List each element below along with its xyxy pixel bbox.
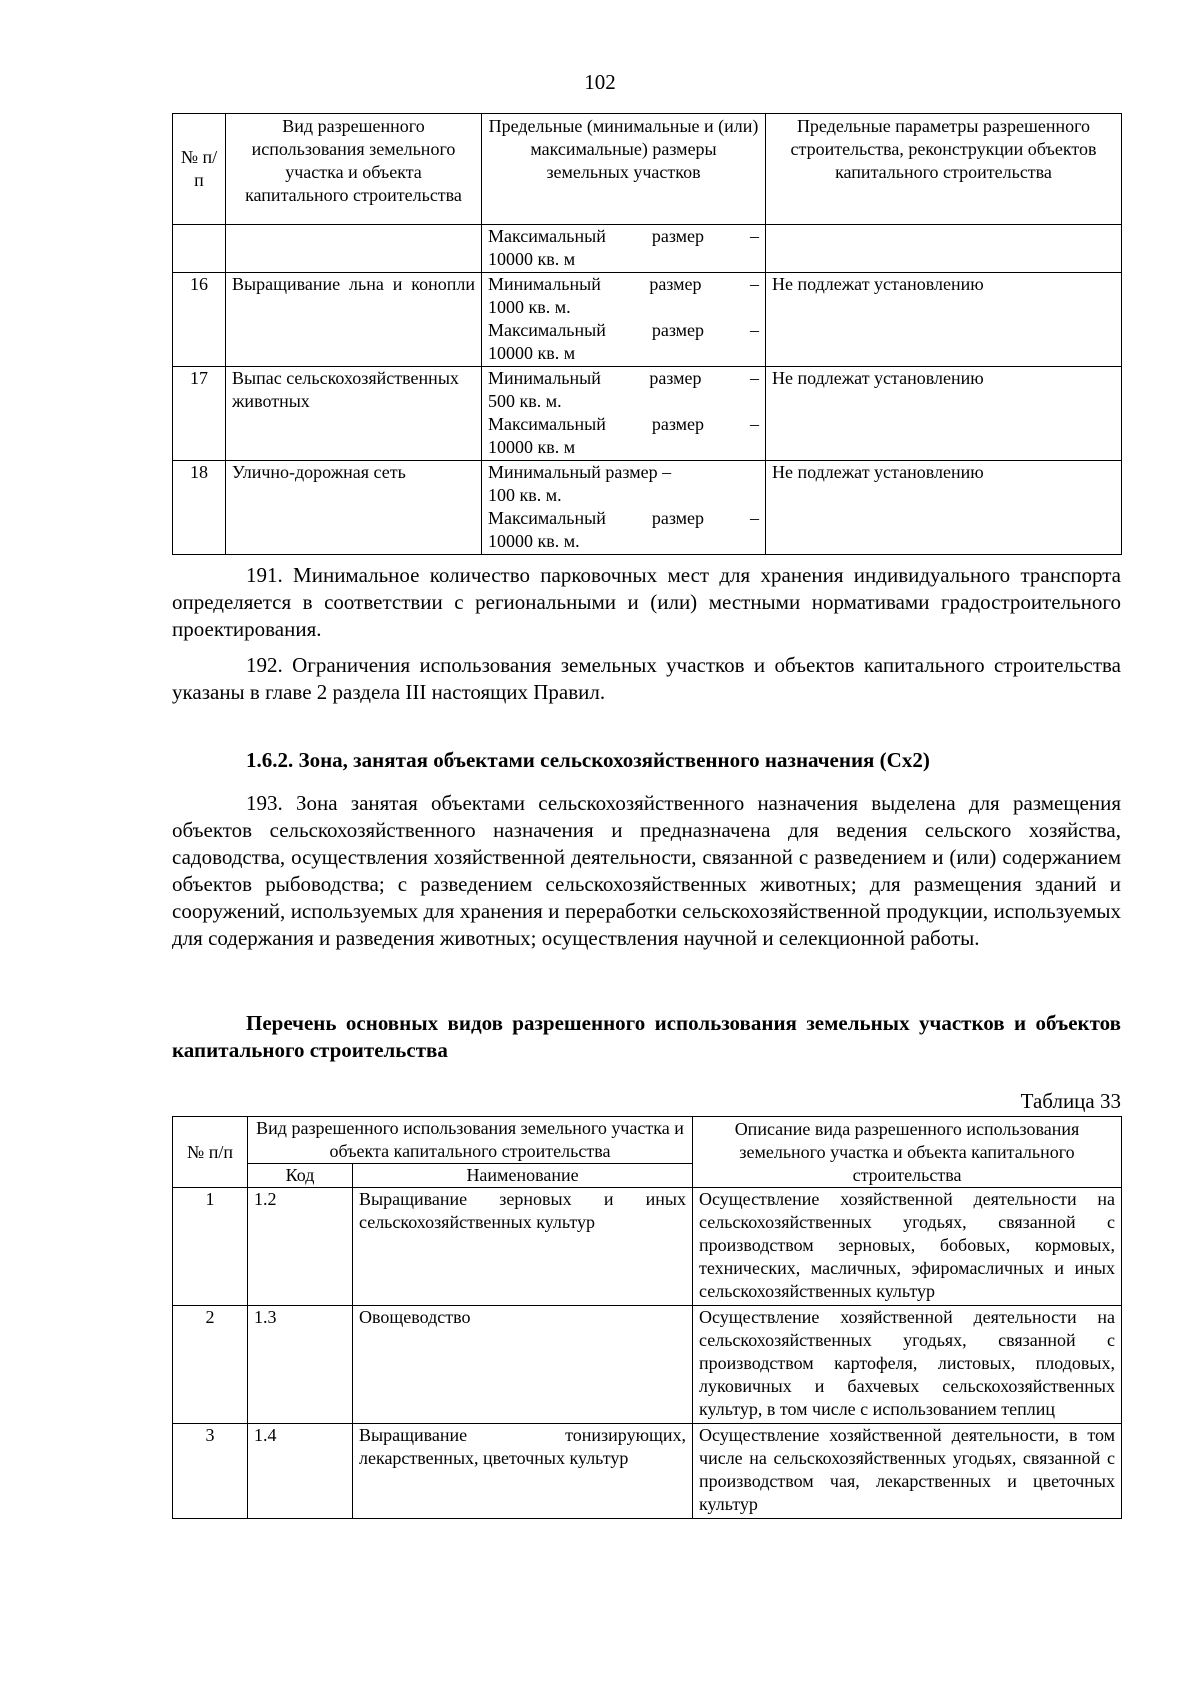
list-heading bbox=[172, 1010, 1121, 1064]
header-number: № п/п bbox=[173, 1117, 248, 1188]
row-description: Осуществление хозяйственной деятельности, в том числе на сельскохозяйственных угодьях, связанной с производством чая, лекарственных и цветочных культур bbox=[693, 1424, 1122, 1519]
row-name: Овощеводство bbox=[353, 1306, 693, 1424]
size-line: Максимальный размер – bbox=[488, 320, 759, 340]
row-number: 17 bbox=[173, 367, 226, 461]
header-description: Описание вида разрешенного использования земельного участка и объекта капитального строительства bbox=[693, 1117, 1122, 1188]
row-name: Выращивание тонизирующих, лекарственных, цветочных культур bbox=[353, 1424, 693, 1519]
table-row bbox=[173, 1306, 1122, 1424]
size-line: Минимальный размер – bbox=[488, 274, 759, 294]
header-plot-sizes: Предельные (минимальные и (или) максимальные) размеры земельных участков bbox=[482, 114, 766, 225]
paragraph-text: 192. Ограничения использования земельных участков и объектов капитального строительства указаны в главе 2 раздела III настоящих Правил. bbox=[172, 653, 1121, 704]
row-plot-sizes bbox=[482, 273, 766, 367]
size-value: 500 кв. м. bbox=[488, 391, 562, 411]
size-value: 10000 кв. м. bbox=[488, 531, 580, 551]
row-construction-params: Не подлежат установлению bbox=[766, 367, 1122, 461]
usage-type-text: Выращивание льна и конопли bbox=[232, 274, 475, 294]
header-number: № п/п bbox=[173, 114, 226, 225]
row-plot-sizes bbox=[482, 367, 766, 461]
row-plot-sizes bbox=[482, 461, 766, 555]
row-description: Осуществление хозяйственной деятельности на сельскохозяйственных угодьях, связанной с производством картофеля, листовых, плодовых, луковичных и бахчевых сельскохозяйственных культур, в том числе с использованием теплиц bbox=[693, 1306, 1122, 1424]
table-row bbox=[173, 461, 1122, 555]
size-line: Максимальный размер – bbox=[488, 508, 759, 528]
table-row bbox=[173, 273, 1122, 367]
row-number: 16 bbox=[173, 273, 226, 367]
row-description: Осуществление хозяйственной деятельности на сельскохозяйственных угодьях, связанной с производством зерновых, бобовых, кормовых, технических, масличных, эфиромасличных и иных сельскохозяйственных культур bbox=[693, 1188, 1122, 1306]
land-parameters-table bbox=[172, 113, 1122, 555]
size-value: 10000 кв. м bbox=[488, 343, 576, 363]
size-line: Максимальный размер – bbox=[488, 226, 759, 246]
paragraph-text: 193. Зона занятая объектами сельскохозяйственного назначения выделена для размещения объектов сельскохозяйственного назначения и предназначена для ведения сельского хозяйства, садоводства, осуществления хозяйственной деятельности, связанной с разведением и (или) содержанием объектов рыбоводства; с разведением сельскохозяйственных животных; для размещения зданий и сооружений, используемых для хранения и переработки сельскохозяйственной продукции, используемых для содержания и разведения животных; осуществления научной и селекционной работы. bbox=[172, 791, 1121, 950]
row-code: 1.3 bbox=[248, 1306, 353, 1424]
section-heading: 1.6.2. Зона, занятая объектами сельскохозяйственного назначения (Сх2) bbox=[246, 748, 930, 772]
row-number: 1 bbox=[173, 1188, 248, 1306]
size-value: 10000 кв. м bbox=[488, 249, 576, 269]
row-number: 3 bbox=[173, 1424, 248, 1519]
row-number: 18 bbox=[173, 461, 226, 555]
size-value: 10000 кв. м bbox=[488, 437, 576, 457]
table-caption: Таблица 33 bbox=[1020, 1089, 1121, 1113]
row-code: 1.2 bbox=[248, 1188, 353, 1306]
header-name: Наименование bbox=[353, 1164, 693, 1188]
row-number bbox=[173, 225, 226, 273]
list-heading-text: Перечень основных видов разрешенного использования земельных участков и объектов капитального строительства bbox=[172, 1011, 1121, 1062]
page-number: 102 bbox=[584, 70, 616, 94]
row-construction-params: Не подлежат установлению bbox=[766, 461, 1122, 555]
row-usage-type: Выпас сельскохозяйственных животных bbox=[226, 367, 482, 461]
table-row bbox=[173, 1188, 1122, 1306]
size-line: Минимальный размер – bbox=[488, 462, 672, 482]
table-row bbox=[173, 225, 1122, 273]
row-number: 2 bbox=[173, 1306, 248, 1424]
row-name: Выращивание зерновых и иных сельскохозяйственных культур bbox=[353, 1188, 693, 1306]
size-value: 100 кв. м. bbox=[488, 485, 562, 505]
row-plot-sizes bbox=[482, 225, 766, 273]
size-line: Минимальный размер – bbox=[488, 368, 759, 388]
paragraph-191 bbox=[172, 562, 1121, 643]
table-row bbox=[173, 367, 1122, 461]
permitted-uses-table bbox=[172, 1116, 1122, 1519]
table-row bbox=[173, 1424, 1122, 1519]
paragraph-192 bbox=[172, 652, 1121, 706]
row-code: 1.4 bbox=[248, 1424, 353, 1519]
row-construction-params: Не подлежат установлению bbox=[766, 273, 1122, 367]
row-usage-type bbox=[226, 225, 482, 273]
header-construction-params: Предельные параметры разрешенного строительства, реконструкции объектов капитального строительства bbox=[766, 114, 1122, 225]
size-value: 1000 кв. м. bbox=[488, 297, 571, 317]
row-construction-params bbox=[766, 225, 1122, 273]
table-header-row bbox=[173, 114, 1122, 225]
size-line: Максимальный размер – bbox=[488, 414, 759, 434]
header-usage-type-group: Вид разрешенного использования земельного участка и объекта капитального строительства bbox=[248, 1117, 693, 1164]
paragraph-193 bbox=[172, 790, 1121, 952]
table-header-row bbox=[173, 1117, 1122, 1164]
row-usage-type bbox=[226, 273, 482, 367]
header-code: Код bbox=[248, 1164, 353, 1188]
header-usage-type: Вид разрешенного использования земельного участка и объекта капитального строительства bbox=[226, 114, 482, 225]
row-usage-type: Улично-дорожная сеть bbox=[226, 461, 482, 555]
paragraph-text: 191. Минимальное количество парковочных мест для хранения индивидуального транспорта определяется в соответствии с региональными и (или) местными нормативами градостроительного проектирования. bbox=[172, 563, 1121, 641]
